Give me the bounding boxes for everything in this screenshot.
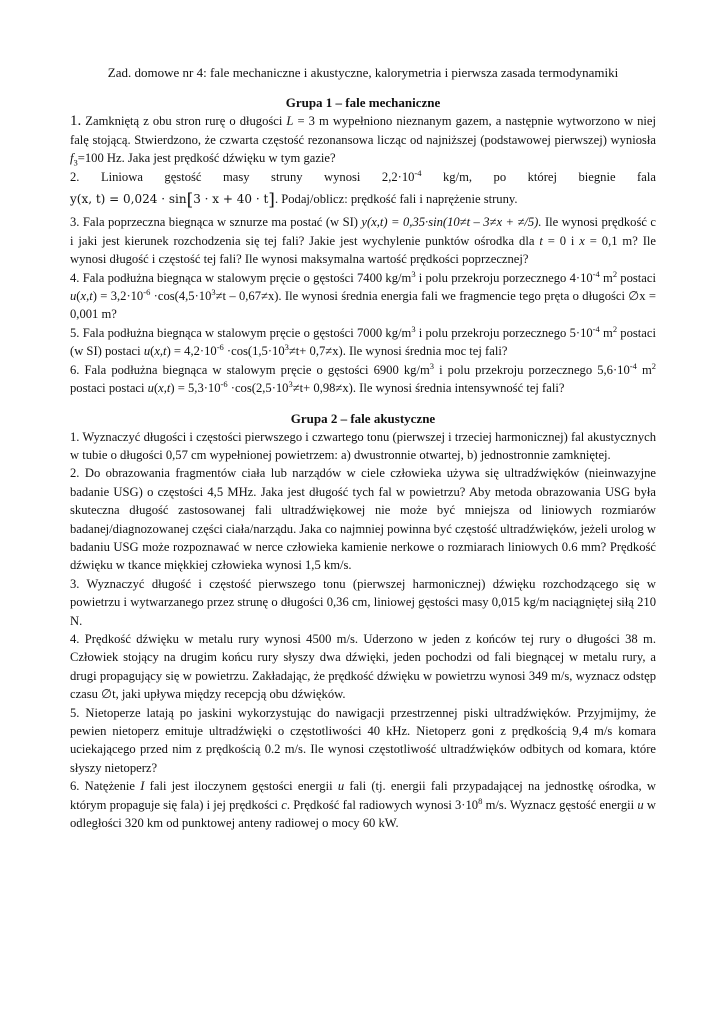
g1-q1-number: 1.: [70, 113, 82, 130]
g1-q2-word: struny: [271, 169, 303, 184]
g1-q2-density-exp: -4: [414, 167, 422, 178]
g2-question-3: 3. Wyznaczyć długość i częstość pierwszego tonu (pierwszej harmonicznej) dźwięku rozchodzącego się w powietrzu i wytwarzanego przez strunę o długości 0,36 cm, liniowej gęstości masy 0,015 kg/m naciągniętej siłą 210 N.: [70, 576, 656, 628]
g1-q1-text-c: =100 Hz. Jaka jest prędkość dźwięku w tym gazie?: [77, 151, 336, 166]
g1-q4-text: ·cos(4,5·10: [150, 289, 212, 304]
g1-q3-equation: y(x,t) = 0,35·sin(10≠t – 3≠x + ≠/5).: [361, 215, 542, 230]
g1-q2-word: Liniowa: [100, 169, 143, 184]
g1-q6-var-xt: x,t: [158, 381, 171, 396]
g1-q5-text: ≠t+ 0,7≠x). Ile wynosi średnia moc tej fali?: [288, 344, 508, 359]
group-1-heading: Grupa 1 – fale mechaniczne: [285, 95, 441, 111]
g1-q6-sup: 3: [429, 360, 434, 371]
g1-q4-sup: -4: [592, 268, 600, 279]
g1-q2-formula: [70, 190, 275, 211]
g1-q1-text-b: = 3 m wypełniono nieznanym gazem, a następnie wytworzono w niej falę stojącą. Stwierdzono, że czwarta częstość rezonansowa licząc od najniższej (podstawowej pierwszej) wyniosła: [70, 114, 656, 147]
g2-q6-var-u: u: [337, 779, 345, 794]
g1-question-2-formula-line: [70, 190, 656, 209]
g1-q3-var-t: t: [539, 233, 543, 248]
g1-q6-text: ) = 5,3·10: [170, 381, 221, 396]
g1-q5-text: postaci (w SI) postaci: [70, 325, 656, 359]
g1-q2-word: gęstość: [164, 169, 202, 184]
g1-q2-word: kg/m,: [443, 169, 473, 184]
g1-q6-text: m: [636, 362, 652, 377]
g1-q1-var-f: f: [70, 151, 74, 166]
g1-q5-text: (: [150, 344, 155, 359]
g1-q3-text-d: = 0,1 m? Ile wynosi długość i częstość tej fali? Ile wynosi maksymalna wartość prędkości poprzecznej?: [70, 233, 656, 267]
g1-q5-sup: 2: [612, 323, 618, 334]
g1-q1-sub: 3: [73, 157, 78, 168]
g1-q3-text-a: 3. Fala poprzeczna biegnąca w sznurze ma postać (w SI): [70, 215, 362, 230]
g1-q2-word: 2.: [70, 169, 80, 184]
g2-q6-text: fali jest iloczynem gęstości energii: [144, 779, 338, 794]
g1-q1-var-l: L: [286, 114, 294, 129]
g1-q6-sup: 3: [288, 378, 293, 389]
g1-q2-word: której: [527, 169, 557, 184]
g2-q6-text: w odległości 320 km od punktowej anteny radiowej o mocy 60 kW.: [70, 797, 656, 831]
g1-q2-formula-lhs: y(x, t) = 0,024 · sin: [70, 192, 187, 207]
g1-question-5: [70, 324, 656, 361]
g2-question-2: 2. Do obrazowania fragmentów ciała lub narządów w ciele człowieka używa się ultradźwięków (nieinwazyjne badanie USG) o częstości 4,5 MHz. Jaka jest długość tych fal w powietrzu? Aby metoda obrazowania USG była skuteczna długość zastosowanej fali ultradźwiękowej nie może być mniejsza od liniowych rozmiarów badanej/diagnozowanej części ciała/narządu. Jaka co najmniej powinna być częstość ultradźwięków, jeżeli urolog w badaniu USG może rozpoznawać w nerce człowieka kamienie nerkowe o rozmiarach liniowych 0.6 mm? Prędkość dźwięku w tkance miękkiej człowieka wynosi 1,5 km/s.: [70, 466, 656, 573]
g1-q6-text: postaci postaci: [70, 381, 148, 396]
g1-q2-word: masy: [222, 169, 250, 184]
g1-q6-text: ≠t+ 0,98≠x). Ile wynosi średnia intensywność tej fali?: [292, 381, 565, 396]
g1-q6-sup: 2: [651, 360, 656, 371]
g1-question-2-line: [70, 168, 656, 186]
g2-question-5: 5. Nietoperze latają po jaskini wykorzystując do nawigacji przestrzennej piski ultradźwięków. Przyjmijmy, że pewien nietoperz emituje ultradźwięki o częstotliwości 40 kHz. Nietoperz goni z prędkością 9,4 m/s komara uciekającego przed nim z prędkością 0.2 m/s. Ile wynosi częstotliwość ultradźwięków odbitych od komara, które słyszy nietoperz?: [70, 705, 656, 775]
group-2-section: [70, 410, 656, 833]
g1-q5-text: ·cos(1,5·10: [223, 344, 285, 359]
g1-q2-word: fala: [637, 169, 656, 184]
g1-q5-sup: -4: [592, 323, 600, 334]
g1-q6-sup: -4: [629, 360, 637, 371]
g1-q4-text: ) = 3,2·10: [92, 289, 144, 304]
g1-q4-sup: 3: [211, 286, 216, 297]
g1-q3-text-b: Ile wynosi prędkość c i jaki jest kierunek rozchodzenia się tej fali? Jakie jest wychylenie punktów ośrodka dla: [70, 215, 656, 248]
g1-question-4: [70, 269, 656, 324]
group-1-section: [70, 94, 656, 397]
g1-q4-text: ≠t – 0,67≠x). Ile wynosi średnia energia fali we fragmencie tego pręta o długości ∅x = 0,001 m?: [70, 289, 657, 322]
g1-q4-var-u: u: [70, 289, 77, 304]
g2-question-1: 1. Wyznaczyć długości i częstości pierwszego i czwartego tonu (pierwszej i trzeciej harmonicznej) fal akustycznych w tubie o długości 0,57 cm wypełnionej powietrzem: a) dwustronnie otwartej, b) jednostronnie zamkniętej.: [70, 429, 656, 462]
g2-q6-text: . Prędkość fal radiowych wynosi 3·10: [286, 797, 479, 812]
right-bracket: ]: [268, 190, 275, 211]
g1-q2-word: wynosi: [324, 169, 361, 184]
document-title: Zad. domowe nr 4: fale mechaniczne i akustyczne, kalorymetria i pierwsza zasada termodynamiki: [107, 65, 619, 80]
g1-q2-formula-arg: 3 · x + 40 · t: [193, 192, 269, 207]
g1-q5-text: ) = 4,2·10: [166, 344, 217, 359]
g2-q6-text: m/s. Wyznacz gęstość energii: [482, 797, 638, 812]
g1-q6-text: (: [153, 381, 159, 396]
g2-q6-var-u: u: [637, 797, 644, 812]
g1-q5-var-xt: x,t: [154, 344, 167, 359]
g1-q4-sup: -6: [143, 286, 151, 297]
g1-question-3: [70, 213, 656, 268]
g1-q4-var-xt: x,t: [80, 289, 93, 304]
g1-q4-text: m: [599, 270, 613, 285]
g1-q6-sup: -6: [220, 378, 228, 389]
g2-question-4: 4. Prędkość dźwięku w metalu rury wynosi 4500 m/s. Uderzono w jeden z końców tej rury o długości 38 m. Człowiek stojący na drugim końcu rury słyszy dwa dźwięki, jeden pochodzi od fali biegnącej w metalu rury, a drugi propagujący się w powietrzu. Zakładając, że prędkość dźwięku w powietrzu wynosi 349 m/s, wyznacz odstęp czasu ∅t, jaki upływa między recepcją obu dźwięków.: [70, 631, 656, 702]
g1-q5-text: m: [599, 325, 613, 340]
g1-q4-text: 4. Fala podłużna biegnąca w stalowym pręcie o gęstości 7400 kg/m: [70, 270, 412, 285]
g1-q5-text: 5. Fala podłużna biegnąca w stalowym pręcie o gęstości 7000 kg/m: [70, 325, 412, 340]
g2-question-6: [70, 777, 656, 832]
g2-q6-text: fali (tj. energii fali przypadającej na jednostkę ośrodka, w którym propaguje się fala) i jej prędkości: [70, 779, 656, 812]
g1-q6-text: i polu przekroju porzecznego 5,6·10: [434, 362, 630, 377]
g1-q2-word: po: [493, 169, 507, 184]
g1-q4-text: (: [76, 289, 81, 304]
left-bracket: [: [186, 190, 194, 211]
g1-q5-sup: 3: [411, 323, 416, 334]
g1-q5-sup: 3: [284, 342, 289, 353]
g1-q4-sup: 3: [411, 268, 416, 279]
g1-question-6: [70, 361, 656, 398]
g2-q6-var-c: c: [281, 797, 287, 812]
g1-q6-var-u: u: [147, 381, 154, 396]
g1-q2-tail: . Podaj/oblicz: prędkość fali i naprężenie struny.: [274, 192, 518, 207]
group-2-heading: Grupa 2 – fale akustyczne: [290, 410, 436, 426]
g1-q2-word: biegnie: [578, 169, 616, 184]
g1-q6-text: 6. Fala podłużna biegnąca w stalowym pręcie o gęstości 6900 kg/m: [70, 362, 430, 377]
g1-q4-text: postaci: [617, 270, 656, 285]
g1-q6-text: ·cos(2,5·10: [227, 381, 289, 396]
g1-q2-density-value: 2,2·10: [381, 169, 415, 184]
g1-q4-text: i polu przekroju porzecznego 4·10: [415, 270, 593, 285]
g1-question-1: [70, 112, 656, 167]
g1-q5-var-u: u: [143, 344, 151, 359]
g1-q4-sup: 2: [612, 268, 618, 279]
g1-q3-var-x: x: [579, 233, 585, 248]
g1-q3-text-c: = 0 i: [542, 233, 580, 248]
g1-q1-text-a: Zamkniętą z obu stron rurę o długości: [81, 114, 287, 129]
g1-q5-sup: -6: [216, 342, 224, 353]
g1-q5-text: i polu przekroju porzecznego 5·10: [415, 325, 593, 340]
g2-q6-sup: 8: [478, 795, 483, 806]
g2-q6-var-i: I: [140, 779, 145, 794]
g1-q2-density: [382, 168, 422, 186]
g2-q6-text: 6. Natężenie: [70, 779, 141, 794]
